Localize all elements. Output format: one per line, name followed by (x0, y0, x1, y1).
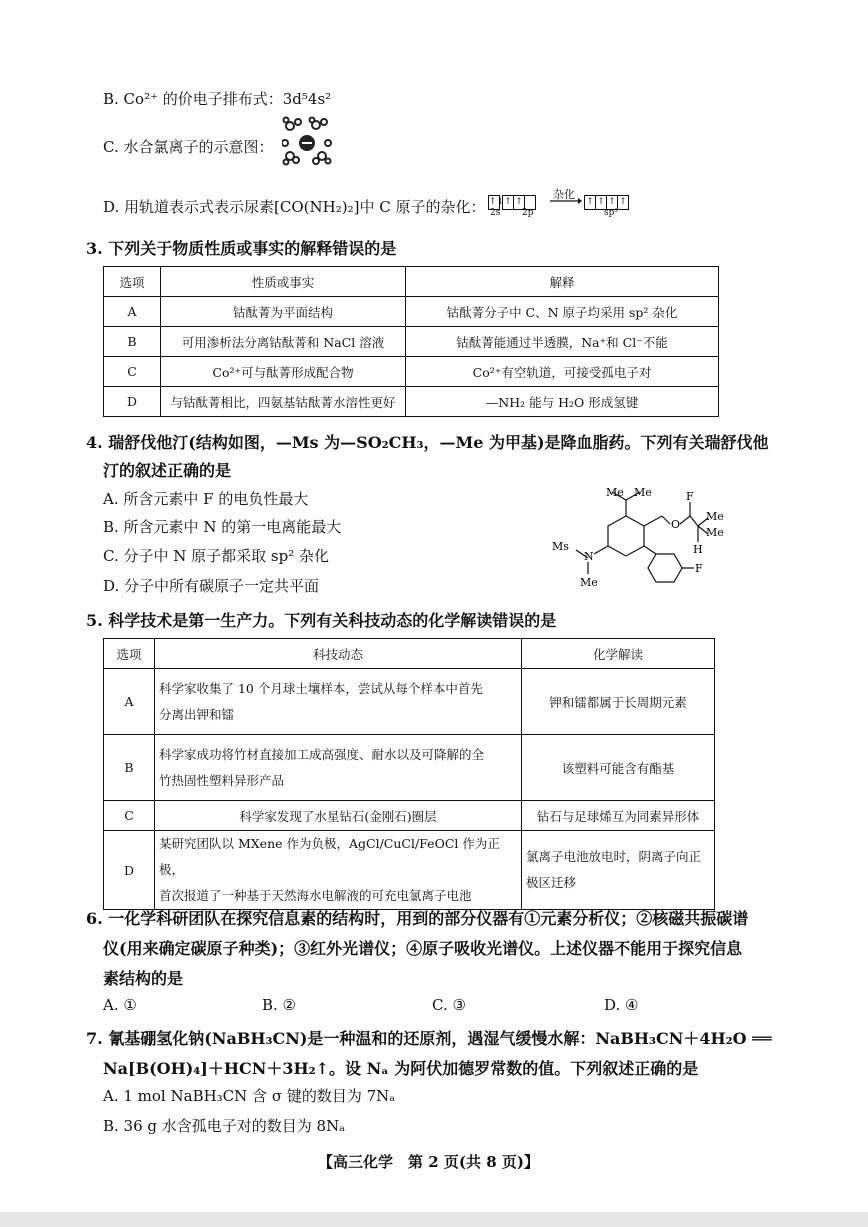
q6-stem-line1: 6. 一化学科研团队在探究信息素的结构时，用到的部分仪器有①元素分析仪；②核磁共振碳谱 (86, 909, 749, 928)
q6-stem-line2: 仪(用来确定碳原子种类)；③红外光谱仪；④原子吸收光谱仪。上述仪器不能用于探究信息 (103, 939, 743, 958)
q3-stem: 3. 下列关于物质性质或事实的解释错误的是 (86, 239, 397, 258)
table-row (104, 669, 715, 735)
table-cell: 钾和镭都属于长周期元素 (522, 669, 715, 735)
table-cell: Co²⁺有空轨道，可接受孤电子对 (406, 357, 719, 387)
table-cell: 可用渗析法分离钴酞菁和 NaCl 溶液 (161, 327, 406, 357)
table-header: 科技动态 (155, 639, 522, 669)
cell-line: 首次报道了一种基于天然海水电解液的可充电氯离子电池 (159, 888, 472, 903)
q6-option-a: A. ① (103, 996, 137, 1014)
orbital-box-sp3-3: ↑ (606, 195, 618, 210)
q7-stem-line2: Na[B(OH)₄]＋HCN＋3H₂↑。设 Nₐ 为阿伏加德罗常数的值。下列叙述正确的是 (103, 1059, 699, 1078)
table-row (104, 801, 715, 831)
page-footer: 【高三化学 第 2 页(共 8 页)】 (318, 1153, 539, 1171)
cell-line: 氯离子电池放电时，阴离子向正 (526, 849, 702, 864)
q3-table (103, 266, 719, 417)
q4-stem-line1: 4. 瑞舒伐他汀(结构如图，—Ms 为—SO₂CH₃，—Me 为甲基)是降血脂药。下列有关瑞舒伐他 (86, 433, 769, 452)
q4-option-a: A. 所含元素中 F 的电负性最大 (103, 490, 309, 508)
table-cell: A (104, 297, 161, 327)
table-header: 选项 (104, 267, 161, 297)
table-header: 解释 (406, 267, 719, 297)
table-cell: Co²⁺可与酞菁形成配合物 (161, 357, 406, 387)
table-row (104, 357, 719, 387)
q4-option-b: B. 所含元素中 N 的第一电离能最大 (103, 518, 342, 536)
q4-option-c: C. 分子中 N 原子都采取 sp² 杂化 (103, 547, 329, 565)
q7-option-b: B. 36 g 水含孤电子对的数目为 8Nₐ (103, 1117, 346, 1135)
table-header-row (104, 267, 719, 297)
rosuvastatin-structure (548, 478, 728, 598)
table-cell: C (104, 357, 161, 387)
q5-table (103, 638, 715, 910)
struct-label-me: Me (634, 486, 652, 499)
table-row (104, 831, 715, 910)
struct-label-me: Me (606, 486, 624, 499)
struct-label-n: N (584, 550, 594, 563)
table-cell (155, 735, 522, 801)
table-cell: 钴酞菁分子中 C、N 原子均采用 sp² 杂化 (406, 297, 719, 327)
cell-line: 科学家收集了 10 个月球土壤样本，尝试从每个样本中首先 (159, 680, 483, 696)
cell-line: 竹热固性塑料异形产品 (159, 772, 285, 788)
table-cell: 科学家发现了水星钻石(金刚石)圈层 (155, 801, 522, 831)
table-cell (155, 669, 522, 735)
cell-line: 科学家成功将竹材直接加工成高强度、耐水以及可降解的全 (159, 746, 485, 762)
struct-label-f: F (686, 490, 694, 503)
orbital-box-sp3-4: ↑ (617, 195, 629, 210)
orbital-box-2s: ↑↓ (488, 195, 500, 210)
table-cell: 钴酞菁能通过半透膜，Na⁺和 Cl⁻不能 (406, 327, 719, 357)
table-row (104, 327, 719, 357)
orbital-box-2p-2: ↑ (513, 195, 525, 210)
table-cell: 钻石与足球烯互为同素异形体 (522, 801, 715, 831)
q7-stem-line1: 7. 氰基硼氢化钠(NaBH₃CN)是一种温和的还原剂，遇湿气缓慢水解：NaBH₃CN＋4H₂O ══ (86, 1029, 772, 1048)
q2-option-d: D. 用轨道表示式表示尿素[CO(NH₂)₂]中 C 原子的杂化： (103, 198, 486, 216)
orbital-box-sp3-2: ↑ (595, 195, 607, 210)
table-header: 性质或事实 (161, 267, 406, 297)
q2-option-c: C. 水合氯离子的示意图： (103, 138, 274, 156)
scan-bottom-edge (0, 1212, 868, 1227)
table-cell: 钴酞菁为平面结构 (161, 297, 406, 327)
table-cell: B (104, 327, 161, 357)
orbital-label-2s: 2s (490, 208, 501, 218)
table-row (104, 297, 719, 327)
orbital-label-sp3: sp³ (604, 208, 618, 218)
q6-option-c: C. ③ (432, 996, 466, 1014)
orbital-label-2p: 2p (522, 208, 534, 218)
table-cell: —NH₂ 能与 H₂O 形成氢键 (406, 387, 719, 417)
struct-label-me: Me (706, 526, 724, 539)
struct-label-me: Me (580, 576, 598, 589)
table-cell: 该塑料可能含有酯基 (522, 735, 715, 801)
table-cell (522, 831, 715, 910)
struct-label-ms: Ms (552, 540, 569, 553)
cell-line: 某研究团队以 MXene 作为负极，AgCl/CuCl/FeOCl 作为正极， (159, 836, 500, 877)
q2-option-b: B. Co²⁺ 的价电子排布式：3d⁵4s² (103, 90, 332, 108)
table-cell: D (104, 387, 161, 417)
table-header: 选项 (104, 639, 155, 669)
struct-label-f: F (695, 562, 703, 575)
cell-line: 极区迁移 (526, 875, 577, 890)
struct-label-me: Me (706, 510, 724, 523)
q6-option-b: B. ② (262, 996, 297, 1014)
struct-label-o: O (671, 518, 681, 531)
q4-option-d: D. 分子中所有碳原子一定共平面 (103, 577, 320, 595)
table-header: 化学解读 (522, 639, 715, 669)
hydrated-chloride-diagram (282, 116, 332, 166)
struct-label-h: H (693, 543, 703, 556)
table-cell: D (104, 831, 155, 910)
q7-option-a: A. 1 mol NaBH₃CN 含 σ 键的数目为 7Nₐ (103, 1087, 396, 1105)
table-cell (155, 831, 522, 910)
orbital-box-2p-1: ↑ (502, 195, 514, 210)
cell-line: 分离出钾和镭 (159, 706, 235, 722)
table-cell: 与钴酞菁相比，四氨基钴酞菁水溶性更好 (161, 387, 406, 417)
table-cell: C (104, 801, 155, 831)
table-header-row (104, 639, 715, 669)
q6-option-d: D. ④ (604, 996, 639, 1014)
hybridization-arrow-icon (550, 198, 582, 204)
table-row (104, 387, 719, 417)
q6-stem-line3: 素结构的是 (103, 969, 184, 988)
q5-stem: 5. 科学技术是第一生产力。下列有关科技动态的化学解读错误的是 (86, 611, 557, 630)
table-cell: B (104, 735, 155, 801)
table-row (104, 735, 715, 801)
orbital-box-sp3-1: ↑ (584, 195, 596, 210)
q4-stem-line2: 汀的叙述正确的是 (103, 461, 232, 480)
hybridization-label: 杂化 (553, 188, 575, 201)
table-cell: A (104, 669, 155, 735)
